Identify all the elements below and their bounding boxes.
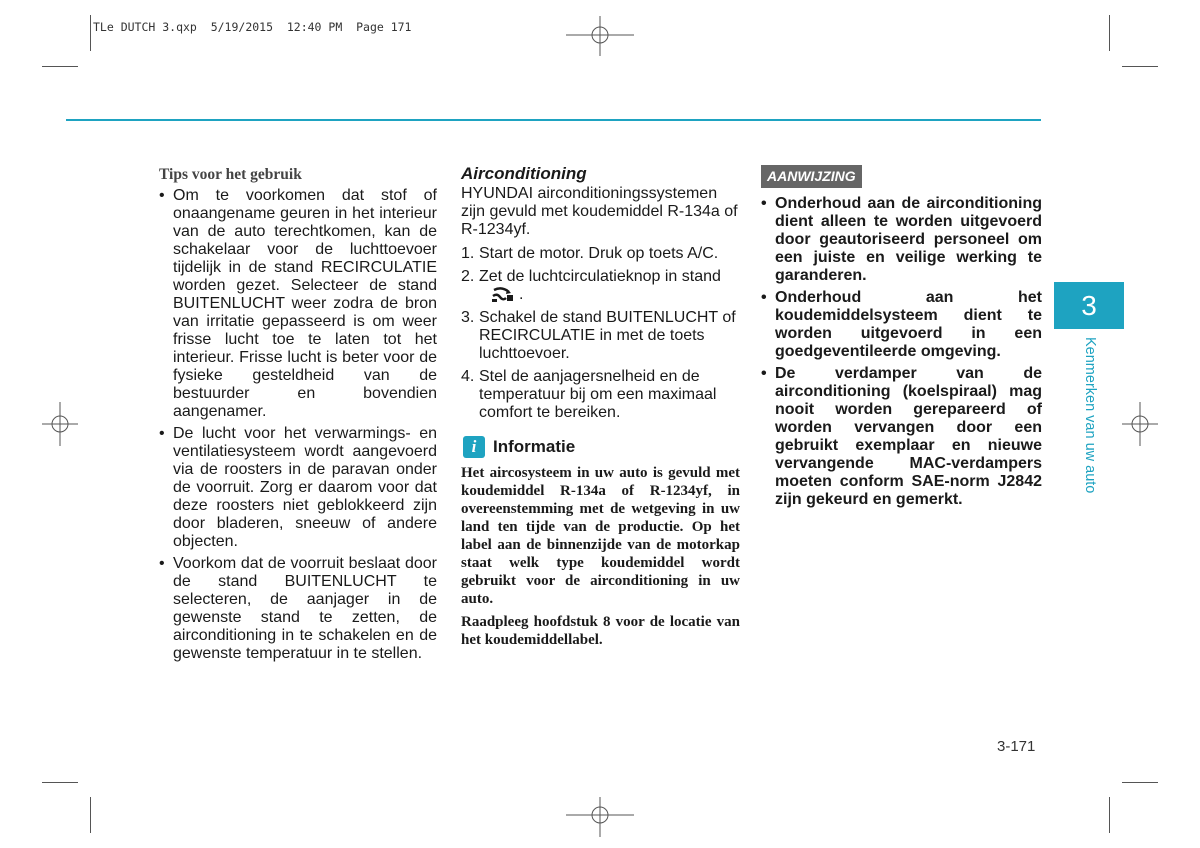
registration-mark-icon — [566, 797, 634, 837]
registration-mark-icon — [566, 16, 634, 56]
info-title: Informatie — [493, 437, 576, 456]
list-item: • De verdamper van de airconditioning (koelspiraal) mag nooit worden gerepareerd of worden vervangen door een gebruikt exemplaar en nieuwe vervangende MAC-verdampers moeten conform SAE-norm J2842 zijn gekeurd en gemerkt. — [761, 365, 1042, 509]
chapter-label-container — [1078, 337, 1098, 517]
info-header — [461, 436, 740, 458]
crop-mark — [42, 66, 78, 67]
list-item: • De lucht voor het verwarmings- en ventilatiesysteem wordt aangevoerd via de roosters in de paravan onder de voorruit. Zorg er daarom voor dat deze roosters niet geblokkeerd zijn door bladeren, sneeuw of andere objecten. — [159, 425, 437, 551]
step-number: 2. — [461, 268, 475, 285]
intro-paragraph: HYUNDAI airconditioningssystemen zijn gevuld met koudemiddel R-134a of R-1234yf. — [461, 185, 738, 238]
step-number: 4. — [461, 368, 475, 385]
crop-mark — [1122, 782, 1158, 783]
step-item — [461, 309, 740, 363]
list-item: • Om te voorkomen dat stof of onaangename geuren in het interieur van de auto terechtkomen, kan de schakelaar voor de luchttoevoer tijdelijk in de stand RECIRCULATIE worden gezet. Selecteer de stand BUITENLUCHT weer zodra de bron van irritatie gepasseerd is om weer frisse lucht toe te laten tot het interieur. Frisse lucht is beter voor de fysieke gesteldheid van de bestuurder en bovendien aangenamer. — [159, 187, 437, 421]
print-slug: TLe DUTCH 3.qxp 5/19/2015 12:40 PM Page 171 — [93, 20, 412, 34]
registration-mark-icon — [1122, 402, 1158, 446]
info-paragraph: Het aircosysteem in uw auto is gevuld met koudemiddel R-134a of R-1234yf, in overeenstemming met de wetgeving in uw land ten tijde van de productie. Op het label aan de binnenzijde van de motorkap staat welk type koudemiddel wordt gebruikt voor de airconditioning in uw auto. — [461, 465, 740, 607]
tips-list — [159, 187, 437, 663]
info-paragraph: Raadpleeg hoofdstuk 8 voor de locatie van het koudemiddellabel. — [461, 614, 740, 648]
crop-mark — [1109, 15, 1110, 51]
column-airconditioning — [461, 162, 740, 654]
section-heading-tips: Tips voor het gebruik — [159, 166, 302, 183]
crop-mark — [42, 782, 78, 783]
notice-list — [761, 195, 1042, 509]
step-text: Start de motor. Druk op toets A/C. — [479, 245, 719, 262]
step-text: Stel de aanjagersnelheid en de temperatuur bij om een maximaal comfort te bereiken. — [479, 368, 717, 421]
step-text: Zet de luchtcirculatieknop in stand — [479, 268, 721, 285]
list-item: • Onderhoud aan het koudemiddelsysteem dient te worden uitgevoerd in een goedgeventileerde omgeving. — [761, 289, 1042, 361]
page-number: 3-171 — [997, 738, 1036, 755]
step-number: 3. — [461, 309, 475, 326]
list-item: • Voorkom dat de voorruit beslaat door de stand BUITENLUCHT te selecteren, de aanjager in de gewenste stand te zetten, de airconditioning in te schakelen en de gewenste temperatuur in te stellen. — [159, 555, 437, 663]
step-item — [461, 368, 740, 422]
step-number: 1. — [461, 245, 475, 262]
crop-mark — [1122, 66, 1158, 67]
air-recirculation-icon — [491, 287, 515, 303]
chapter-label: Kenmerken van uw auto — [1082, 337, 1098, 494]
column-notice — [761, 162, 1042, 513]
info-icon: i — [463, 436, 485, 458]
chapter-tab: 3 — [1054, 282, 1124, 329]
steps-list — [461, 245, 740, 422]
notice-badge: AANWIJZING — [761, 165, 862, 188]
crop-mark — [90, 797, 91, 833]
list-item: • Onderhoud aan de airconditioning dient alleen te worden uitgevoerd door geautoriseerd personeel om een juiste en veilige werking te garanderen. — [761, 195, 1042, 285]
step-suffix: . — [519, 286, 524, 303]
header-rule — [66, 119, 1041, 121]
column-tips — [159, 162, 437, 667]
step-item — [461, 245, 740, 263]
crop-mark — [1109, 797, 1110, 833]
registration-mark-icon — [42, 402, 78, 446]
step-item — [461, 268, 740, 304]
section-heading-airconditioning: Airconditioning — [461, 164, 587, 183]
crop-mark — [90, 15, 91, 51]
step-text: Schakel de stand BUITENLUCHT of RECIRCULATIE in met de toets luchttoevoer. — [479, 309, 736, 362]
